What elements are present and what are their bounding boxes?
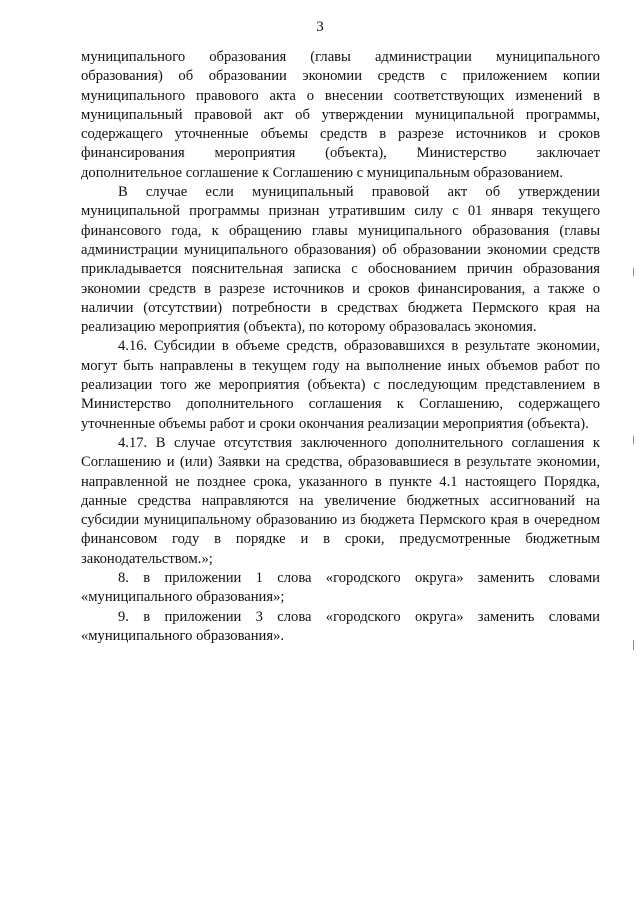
page-number: 3: [316, 19, 324, 35]
scan-edge-mark: [633, 268, 634, 276]
paragraph-repealed-program: В случае если муниципальный правовой акт об утверждении муниципальной программы признан утратившим силу с 01 января текущего финансового года, к обращению главы муниципального образования (главы администрации муниципального образования) об образовании экономии средств прикладывается пояснительная записка с обоснованием причин образования экономии средств в разрезе источников и сроков финансирования, а также о наличии (отсутствии) потребности в средствах бюджета Пермского края на реализацию мероприятия (объекта), по которому образовалась экономия.: [81, 184, 600, 336]
paragraph-4-17: 4.17. В случае отсутствия заключенного дополнительного соглашения к Соглашению и (или) Заявки на средства, образовавшиеся в результате экономии, направленной не позднее срока, указанного в пункте 4.1 настоящего Порядка, данные средства направляются на увеличение бюджетных ассигнований на субсидии муниципальному образованию из бюджета Пермского края в очередном финансовом году в порядке и в сроки, предусмотренные бюджетным законодательством.»;: [81, 434, 600, 567]
document-body: [81, 48, 600, 646]
scan-edge-mark: [633, 640, 634, 650]
paragraph-continuation: муниципального образования (главы администрации муниципального образования) об образовании экономии средств с приложением копии муниципального правового акта о внесении соответствующих изменений в муниципальный правовой акт об утверждении муниципальной программы, содержащего уточненные объемы средств в разрезе источников и сроков финансирования мероприятия (объекта), Министерство заключает дополнительное соглашение к Соглашению с муниципальным образованием.: [81, 49, 600, 181]
paragraph-item-8: 8. в приложении 1 слова «городского округа» заменить словами «муниципального образования»;: [81, 570, 600, 606]
paragraph-item-9: 9. в приложении 3 слова «городского округа» заменить словами «муниципального образования».: [81, 608, 600, 644]
scan-edge-mark: [633, 436, 634, 444]
paragraph-4-16: 4.16. Субсидии в объеме средств, образовавшихся в результате экономии, могут быть направлены в текущем году на выполнение иных объемов работ по реализации того же мероприятия (объекта) с последующим представлением в Министерство дополнительного соглашения к Соглашению, содержащего уточненные объемы работ и сроки окончания реализации мероприятия (объекта).: [81, 338, 600, 432]
